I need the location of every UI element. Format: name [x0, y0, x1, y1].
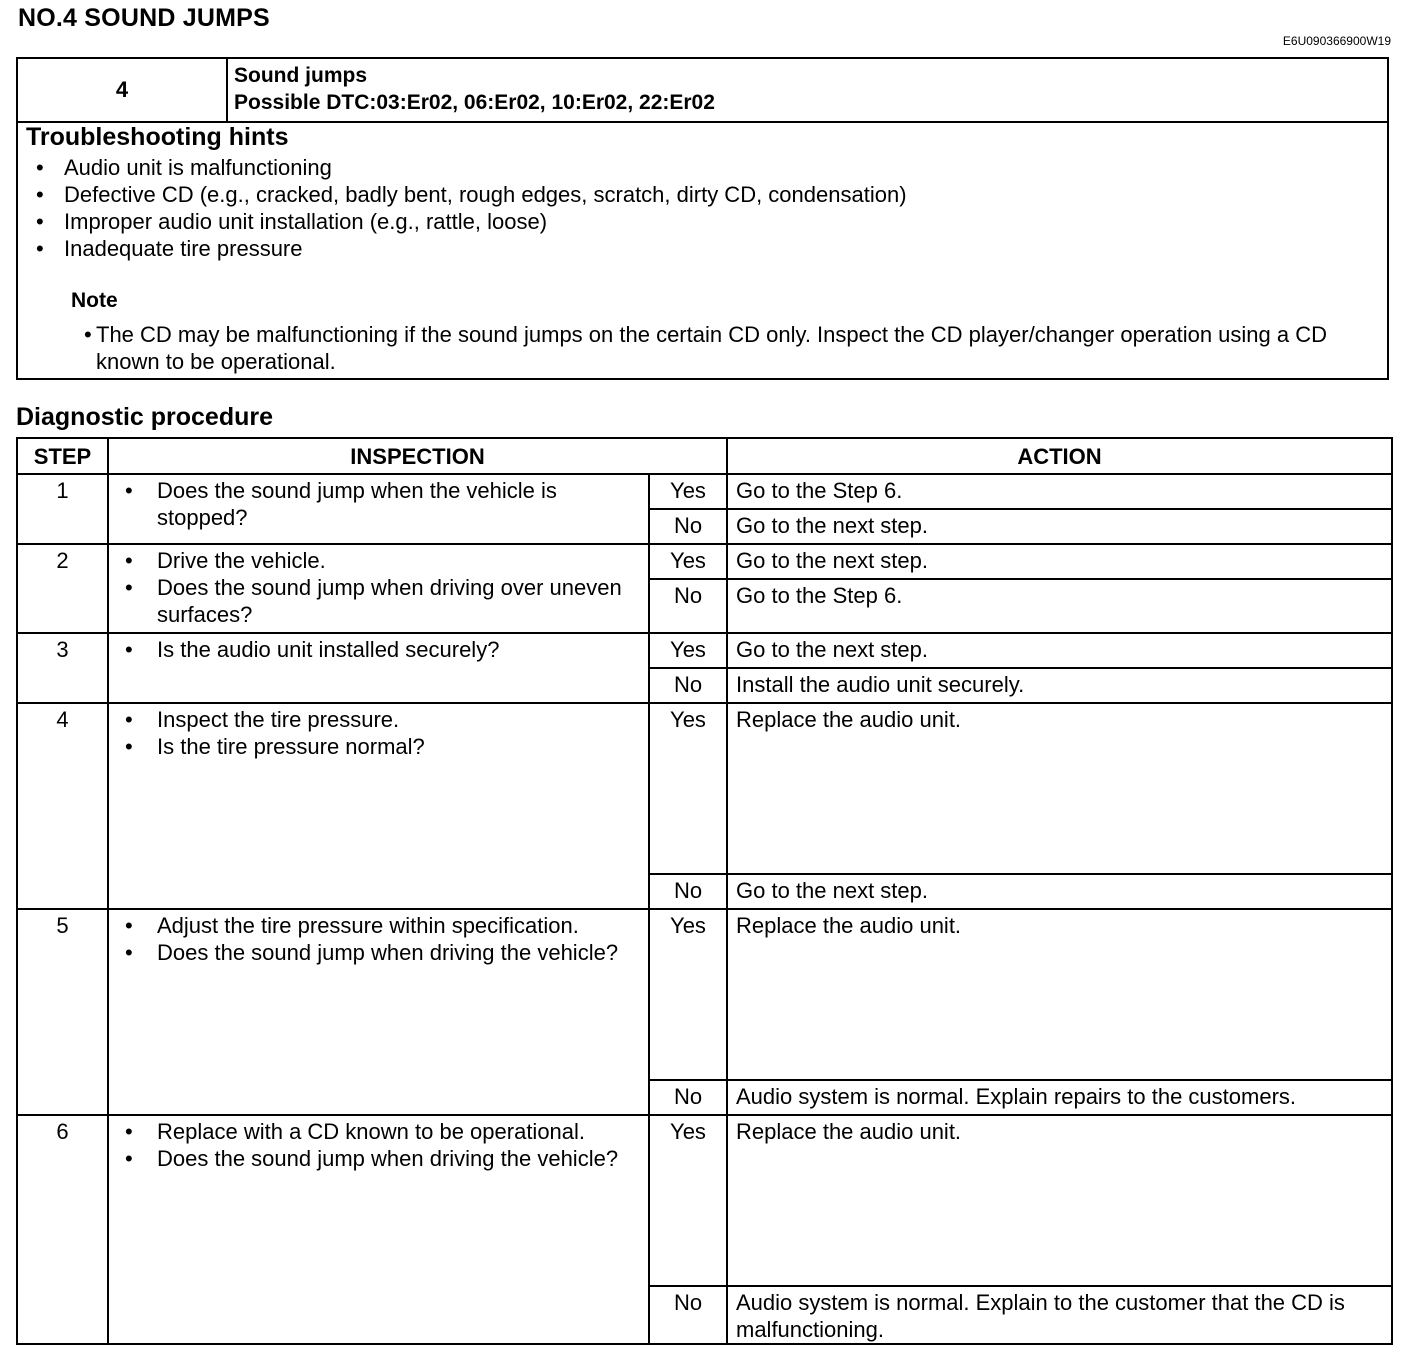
no-label: No — [649, 579, 727, 633]
bullet-icon: • — [125, 707, 133, 732]
yes-action: Replace the audio unit. — [727, 703, 1392, 874]
step-number: 6 — [17, 1115, 108, 1344]
bullet-icon: • — [125, 478, 133, 503]
yes-label: Yes — [649, 703, 727, 874]
no-label: No — [649, 668, 727, 703]
bullet-icon: • — [36, 155, 44, 180]
troubleshooting-hints-heading: Troubleshooting hints — [26, 123, 289, 151]
yes-action: Go to the next step. — [727, 633, 1392, 668]
inspection-cell — [108, 703, 649, 909]
no-action: Go to the next step. — [727, 874, 1392, 909]
table-row — [17, 703, 1392, 874]
yes-action: Replace the audio unit. — [727, 1115, 1392, 1286]
inspection-item: • Does the sound jump when driving over uneven surfaces? — [125, 575, 622, 627]
table-row — [17, 474, 1392, 509]
yes-label: Yes — [649, 1115, 727, 1286]
bullet-icon: • — [125, 913, 133, 938]
diagnostic-procedure-heading: Diagnostic procedure — [16, 403, 273, 431]
bullet-icon: • — [36, 209, 44, 234]
inspection-cell — [108, 633, 649, 703]
no-action: Go to the Step 6. — [727, 579, 1392, 633]
bullet-icon: • — [125, 734, 133, 759]
inspection-item: • Does the sound jump when driving the vehicle? — [125, 940, 619, 965]
diagnostic-table — [16, 437, 1393, 1345]
symptom-title-block — [234, 62, 715, 116]
bullet-icon: • — [125, 575, 133, 600]
yes-label: Yes — [649, 909, 727, 1080]
inspection-item: • Is the audio unit installed securely? — [125, 637, 500, 662]
yes-action: Replace the audio unit. — [727, 909, 1392, 1080]
page-title: NO.4 SOUND JUMPS — [18, 4, 270, 32]
symptom-header-row — [18, 59, 1387, 123]
yes-label: Yes — [649, 474, 727, 509]
bullet-icon: • — [125, 940, 133, 965]
bullet-icon: • — [84, 322, 92, 347]
symptom-number: 4 — [18, 59, 228, 121]
bullet-icon: • — [125, 1119, 133, 1144]
hint-item: • Defective CD (e.g., cracked, badly bent, rough edges, scratch, dirty CD, condensation) — [36, 182, 907, 207]
inspection-item: • Drive the vehicle. — [125, 548, 326, 573]
bullet-icon: • — [36, 182, 44, 207]
no-action: Install the audio unit securely. — [727, 668, 1392, 703]
column-header-action: ACTION — [727, 438, 1392, 474]
note-text: • The CD may be malfunctioning if the sound jumps on the certain CD only. Inspect the CD player/changer operation using a CD known to be operational. — [84, 322, 1328, 374]
step-number: 4 — [17, 703, 108, 909]
no-label: No — [649, 1080, 727, 1115]
step-number: 5 — [17, 909, 108, 1115]
no-action: Go to the next step. — [727, 509, 1392, 544]
symptom-name: Sound jumps — [234, 64, 367, 87]
yes-action: Go to the next step. — [727, 544, 1392, 579]
symptom-header-box — [16, 57, 1389, 380]
bullet-icon: • — [125, 548, 133, 573]
possible-dtc: Possible DTC:03:Er02, 06:Er02, 10:Er02, 22:Er02 — [234, 91, 715, 114]
yes-label: Yes — [649, 633, 727, 668]
no-label: No — [649, 509, 727, 544]
inspection-item: • Does the sound jump when driving the vehicle? — [125, 1146, 619, 1171]
step-number: 3 — [17, 633, 108, 703]
column-header-inspection: INSPECTION — [108, 438, 727, 474]
inspection-cell — [108, 474, 649, 544]
note-heading: Note — [71, 289, 118, 312]
table-row — [17, 544, 1392, 579]
document-code: E6U090366900W19 — [1282, 34, 1391, 48]
table-row — [17, 1115, 1392, 1286]
yes-label: Yes — [649, 544, 727, 579]
step-number: 2 — [17, 544, 108, 633]
table-row — [17, 633, 1392, 668]
no-label: No — [649, 874, 727, 909]
hint-item: • Inadequate tire pressure — [36, 236, 303, 261]
table-header-row — [17, 438, 1392, 474]
bullet-icon: • — [125, 637, 133, 662]
yes-action: Go to the Step 6. — [727, 474, 1392, 509]
step-number: 1 — [17, 474, 108, 544]
hints-list — [32, 154, 907, 262]
inspection-item: • Does the sound jump when the vehicle is stopped? — [125, 478, 557, 530]
inspection-item: • Inspect the tire pressure. — [125, 707, 400, 732]
inspection-item: • Replace with a CD known to be operational. — [125, 1119, 586, 1144]
bullet-icon: • — [125, 1146, 133, 1171]
no-action: Audio system is normal. Explain to the customer that the CD is malfunctioning. — [727, 1286, 1392, 1344]
no-action: Audio system is normal. Explain repairs to the customers. — [727, 1080, 1392, 1115]
inspection-cell — [108, 1115, 649, 1344]
bullet-icon: • — [36, 236, 44, 261]
hint-item: • Audio unit is malfunctioning — [36, 155, 332, 180]
table-row — [17, 909, 1392, 1080]
inspection-item: • Adjust the tire pressure within specification. — [125, 913, 579, 938]
no-label: No — [649, 1286, 727, 1344]
hint-item: • Improper audio unit installation (e.g., rattle, loose) — [36, 209, 548, 234]
column-header-step: STEP — [17, 438, 108, 474]
inspection-cell — [108, 544, 649, 633]
inspection-item: • Is the tire pressure normal? — [125, 734, 425, 759]
inspection-cell — [108, 909, 649, 1115]
